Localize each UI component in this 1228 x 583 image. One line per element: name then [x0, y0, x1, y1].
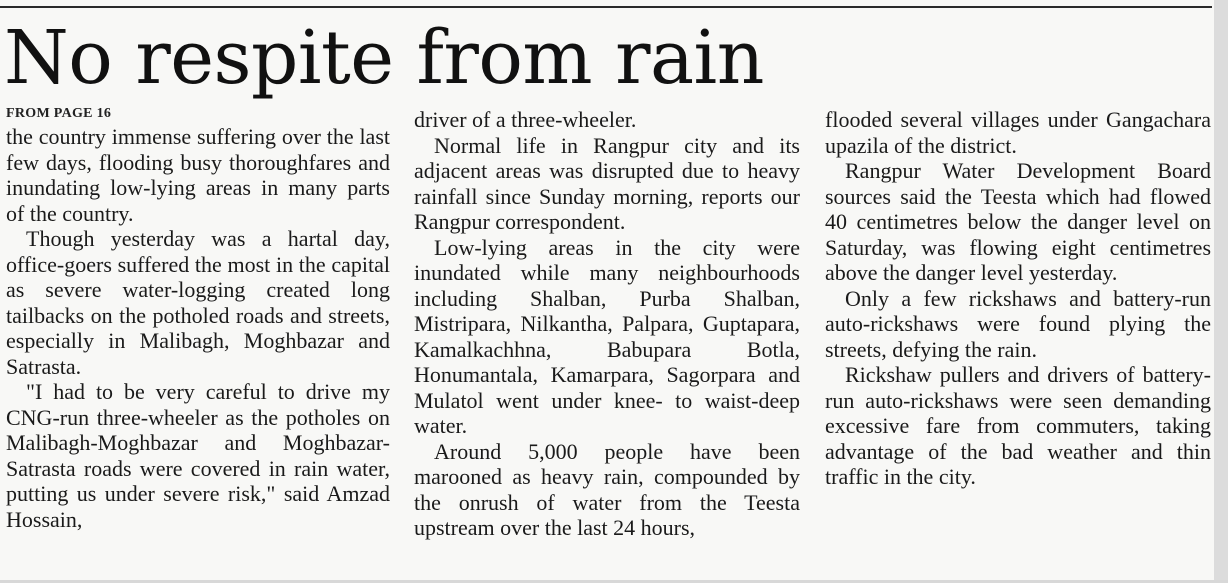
continuation-kicker: FROM PAGE 16	[6, 106, 112, 121]
paragraph: Normal life in Rangpur city and its adjacent areas was disrupted due to heavy rainfall since Sunday morning, reports our Rangpur correspondent.	[414, 132, 800, 234]
paragraph: Though yesterday was a hartal day, office-goers suffered the most in the capital as severe water-logging created long tailbacks on the potholed roads and streets, especially in Malibagh, Moghbazar and Satrasta.	[6, 226, 390, 379]
paragraph: Rickshaw pullers and drivers of battery-run auto-rickshaws were seen demanding excessive fare from commuters, taking advantage of the bad weather and thin traffic in the city.	[825, 362, 1211, 489]
page-edge	[1214, 0, 1228, 583]
article-column-3	[825, 107, 1211, 490]
article-column-2	[414, 107, 800, 541]
paragraph: the country immense suffering over the last few days, flooding busy thoroughfares and inundating low-lying areas in many parts of the country.	[6, 124, 390, 226]
paragraph: "I had to be very careful to drive my CNG-run three-wheeler as the potholes on Malibagh-Moghbazar and Moghbazar-Satrasta roads were covered in rain water, putting us under severe risk," said Amzad Hossain,	[6, 379, 390, 532]
paragraph: Only a few rickshaws and battery-run auto-rickshaws were found plying the streets, defying the rain.	[825, 285, 1211, 362]
paragraph: Around 5,000 people have been marooned as heavy rain, compounded by the onrush of water from the Teesta upstream over the last 24 hours,	[414, 438, 800, 540]
headline: No respite from rain	[4, 15, 764, 101]
paragraph: Rangpur Water Development Board sources said the Teesta which had flowed 40 centimetres below the danger level on Saturday, was flowing eight centimetres above the danger level yesterday.	[825, 158, 1211, 285]
paragraph: driver of a three-wheeler.	[414, 107, 637, 132]
article-column-1	[6, 104, 390, 532]
top-rule	[0, 6, 1212, 8]
paragraph: flooded several villages under Gangachara upazila of the district.	[825, 107, 1211, 158]
paragraph: Low-lying areas in the city were inundated while many neighbourhoods including Shalban, Purba Shalban, Mistripara, Nilkantha, Palpara, Guptapara, Kamalkachhna, Babupara Botla, Honumantala, Kamarpara, Sagorpara and Mulatol went under knee- to waist-deep water.	[414, 234, 800, 438]
